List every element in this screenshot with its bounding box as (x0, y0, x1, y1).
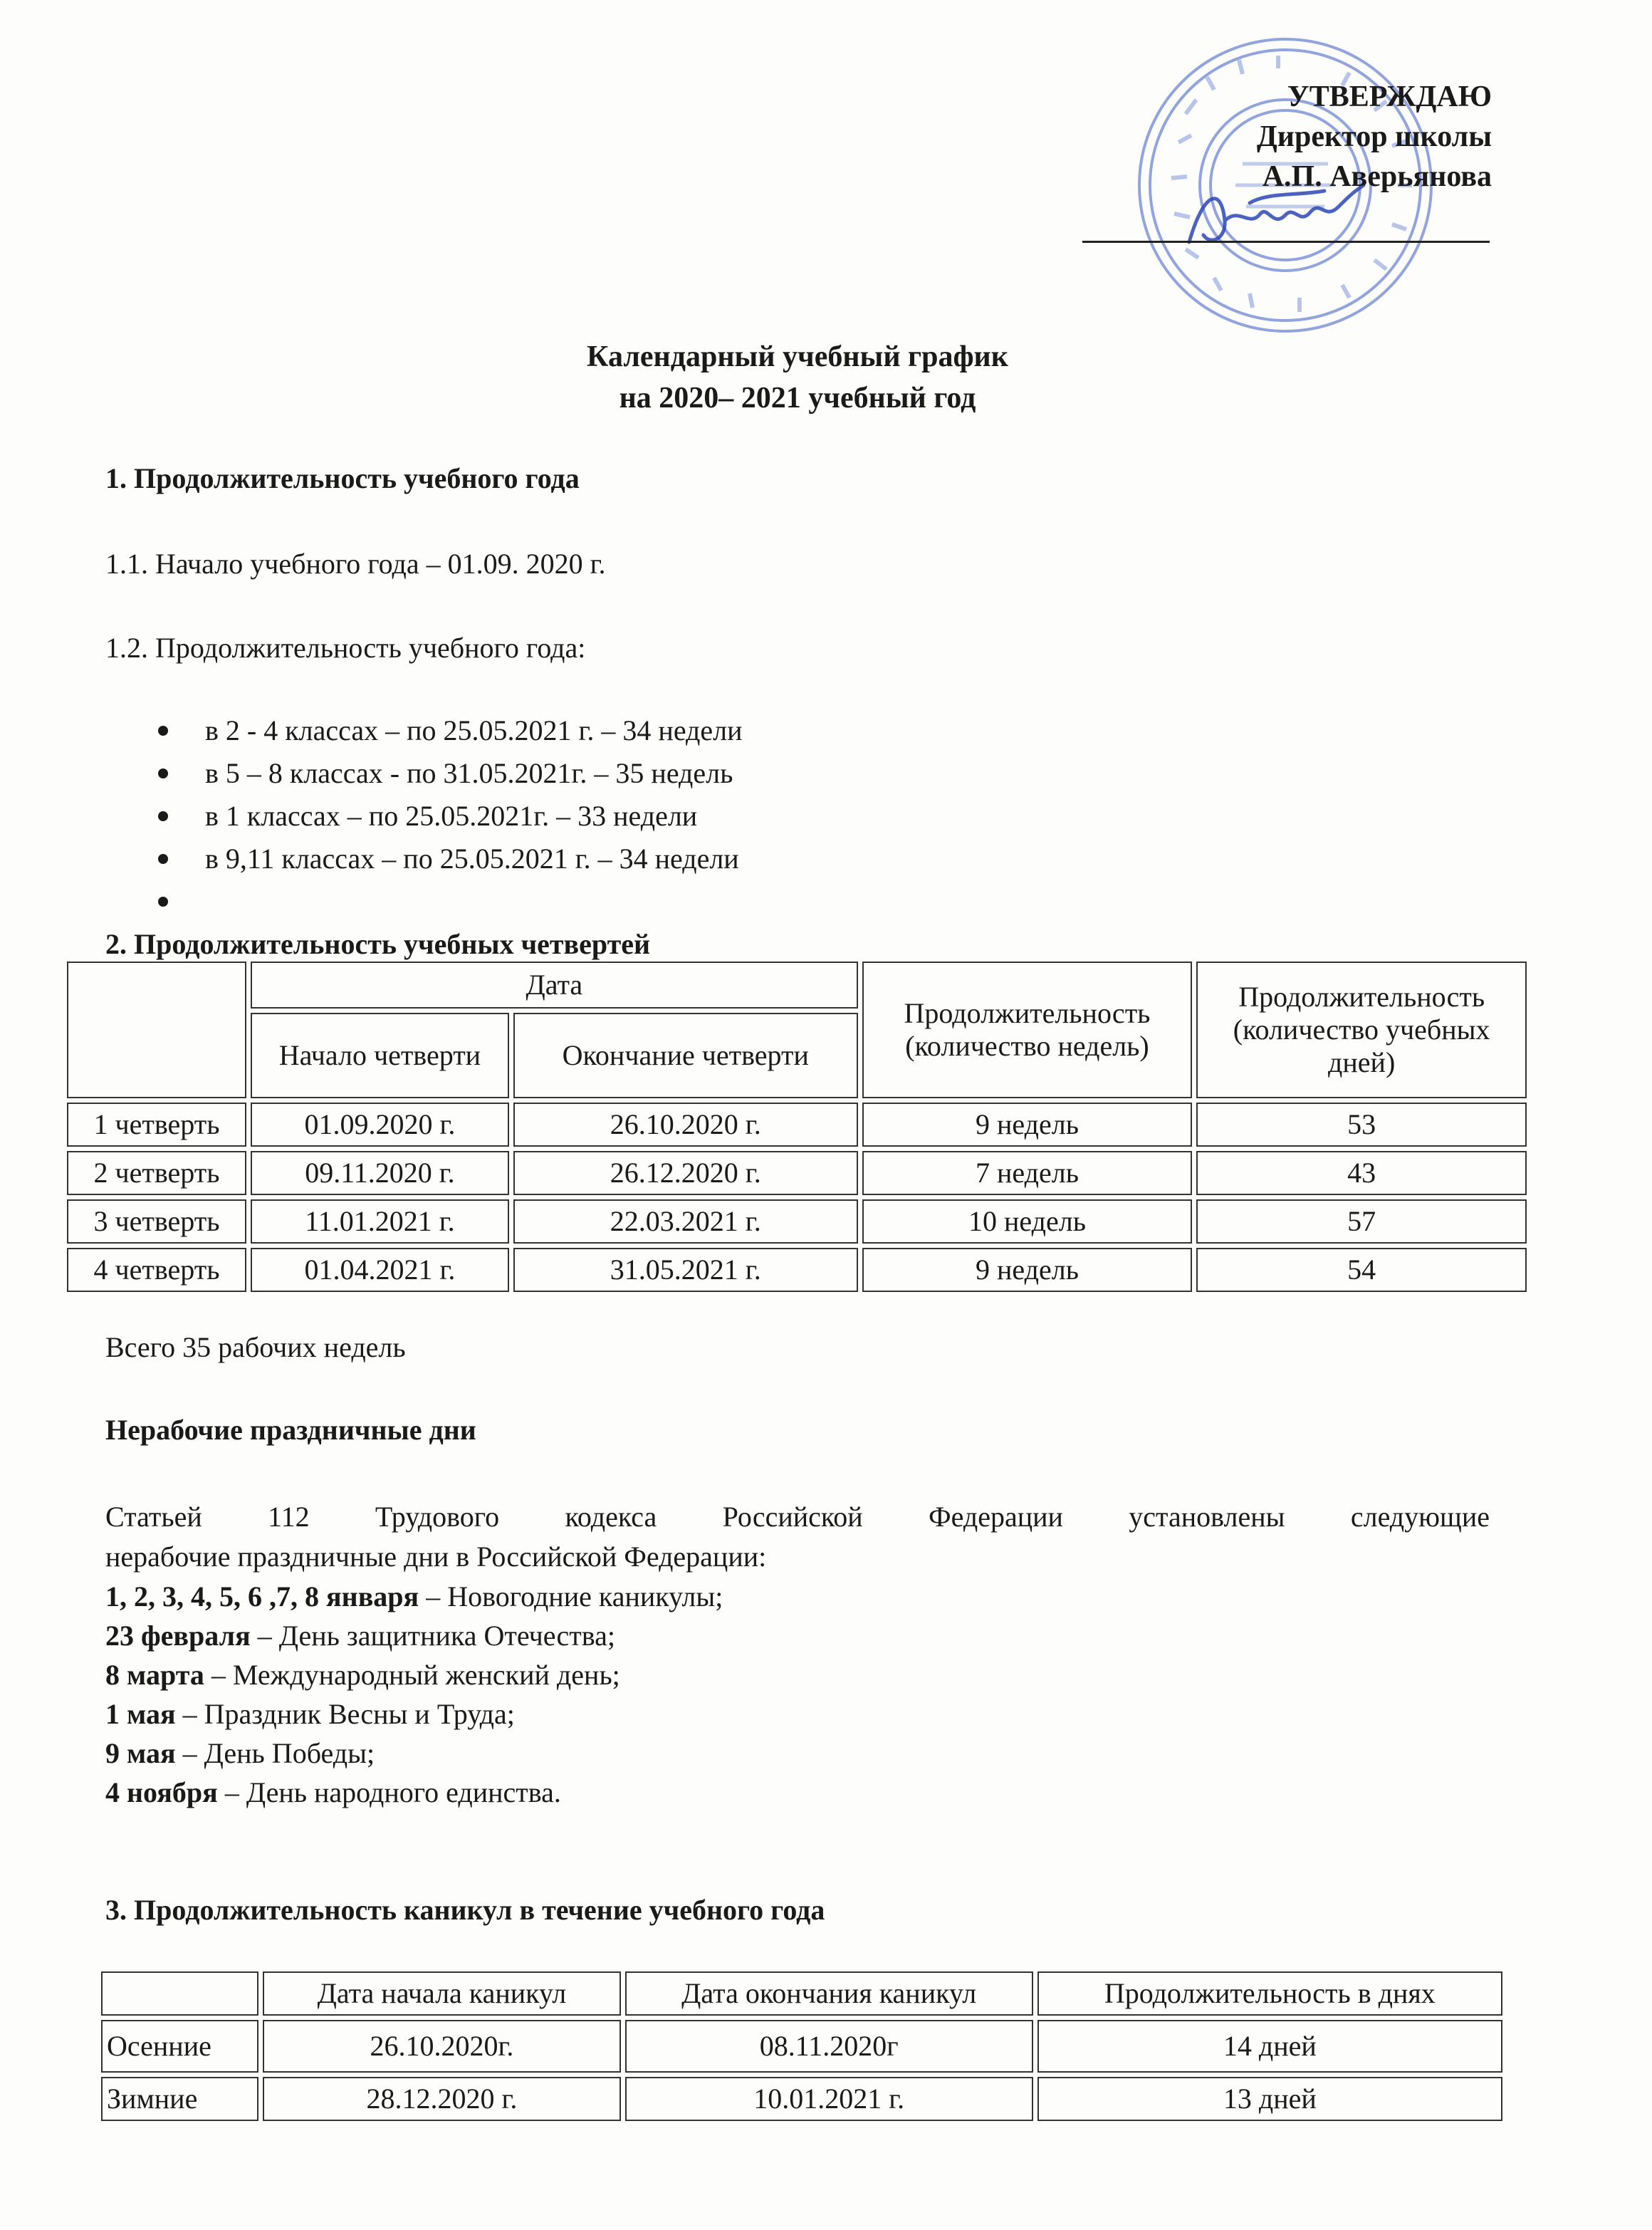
bullet-icon (158, 768, 168, 778)
list-item: 4 ноября – День народного единства. (105, 1776, 561, 1808)
list-item: 23 февраля – День защитника Отечества; (105, 1620, 615, 1652)
approval-word: УТВЕРЖДАЮ (1287, 80, 1492, 113)
class-duration-list (105, 709, 743, 923)
list-item: в 9,11 классах – по 25.05.2021 г. – 34 недели (105, 838, 743, 880)
list-item: в 2 - 4 классах – по 25.05.2021 г. – 34 недели (105, 709, 743, 752)
table-row: Зимние 28.12.2020 г. 10.01.2021 г. 13 дней (101, 2077, 1502, 2121)
signature-line (1082, 241, 1490, 243)
title-line-2: на 2020– 2021 учебный год (619, 382, 976, 415)
document-title (0, 336, 1595, 419)
bullet-icon (158, 726, 168, 736)
section1-item2: 1.2. Продолжительность учебного года: (105, 632, 586, 664)
approval-name: А.П. Аверьянова (1262, 160, 1492, 193)
header-days: Продолжительность (количество учебных дней) (1196, 962, 1527, 1098)
list-item: 9 мая – День Победы; (105, 1737, 375, 1769)
header-weeks: Продолжительность (количество недель) (862, 962, 1193, 1098)
approval-position: Директор школы (1256, 120, 1492, 153)
list-item: в 1 классах – по 25.05.2021г. – 33 недели (105, 795, 743, 838)
section1-item1: 1.1. Начало учебного года – 01.09. 2020 г. (105, 548, 606, 580)
title-line-1: Календарный учебный график (587, 340, 1008, 373)
bullet-icon (158, 897, 168, 907)
header-vacation-start: Дата начала каникул (263, 1971, 621, 2016)
table-row: 4 четверть 01.04.2021 г. 31.05.2021 г. 9 недель 54 (67, 1248, 1527, 1292)
total-weeks: Всего 35 рабочих недель (105, 1331, 406, 1363)
list-item: 8 марта – Международный женский день; (105, 1659, 620, 1691)
quarters-table (63, 957, 1531, 1296)
bullet-icon (158, 811, 168, 821)
vacations-table (97, 1967, 1507, 2125)
table-row: 1 четверть 01.09.2020 г. 26.10.2020 г. 9 недель 53 (67, 1103, 1527, 1147)
approval-block (1257, 77, 1492, 197)
list-item: 1, 2, 3, 4, 5, 6 ,7, 8 января – Новогодние каникулы; (105, 1580, 723, 1612)
list-item: в 5 – 8 классах - по 31.05.2021г. – 35 недель (105, 752, 743, 795)
list-item (105, 880, 743, 923)
table-corner-cell (67, 962, 246, 1098)
holiday-list (105, 1575, 723, 1810)
table-row: 2 четверть 09.11.2020 г. 26.12.2020 г. 7 недель 43 (67, 1151, 1527, 1195)
header-vacation-end: Дата окончания каникул (625, 1971, 1033, 2016)
section1-heading: 1. Продолжительность учебного года (105, 462, 580, 494)
table-row: Осенние 26.10.2020г. 08.11.2020г 14 дней (101, 2020, 1502, 2073)
bullet-icon (158, 854, 168, 864)
holidays-intro-2: нерабочие праздничные дни в Российской Федерации: (105, 1541, 767, 1573)
table-corner-cell (101, 1971, 258, 2016)
header-end: Окончание четверти (513, 1013, 858, 1098)
list-item: 1 мая – Праздник Весны и Труда; (105, 1698, 515, 1730)
table-row: 3 четверть 11.01.2021 г. 22.03.2021 г. 10 недель 57 (67, 1199, 1527, 1244)
section2-heading: 2. Продолжительность учебных четвертей (105, 928, 651, 960)
holidays-heading: Нерабочие праздничные дни (105, 1414, 476, 1446)
header-vacation-days: Продолжительность в днях (1037, 1971, 1502, 2016)
header-start: Начало четверти (251, 1013, 509, 1098)
header-date: Дата (251, 962, 858, 1009)
section3-heading: 3. Продолжительность каникул в течение учебного года (105, 1894, 825, 1926)
holidays-intro: Статьей 112 Трудового кодекса Российской Федерации установлены следующие (105, 1501, 1490, 1533)
